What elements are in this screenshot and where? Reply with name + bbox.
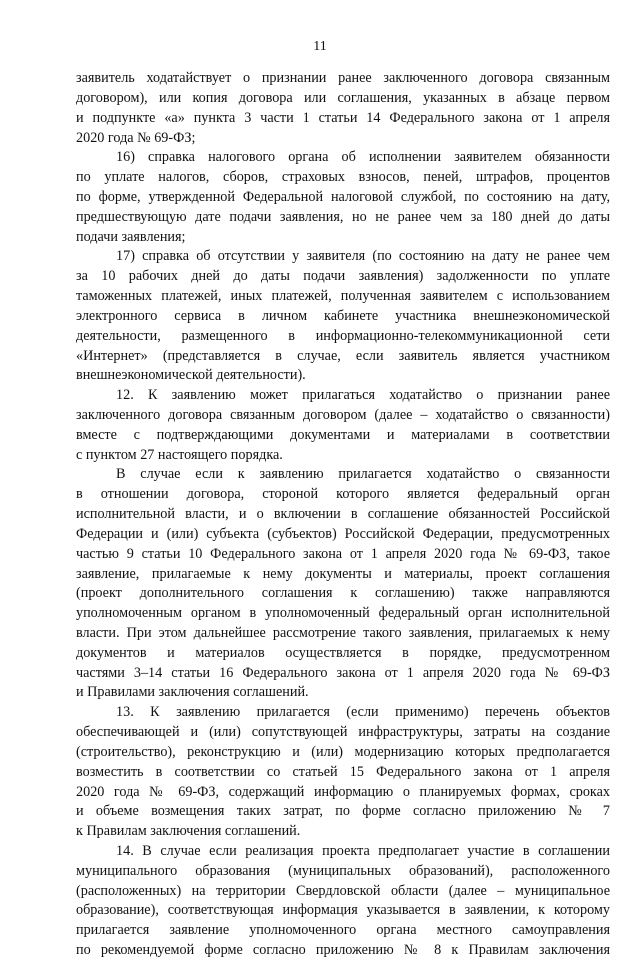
paragraph-first-line: 13. К заявлению прилагается (если применимо) перечень объектов [116, 704, 610, 721]
text-line: деятельности, размещенного в информационно-телекоммуникационной сети [76, 327, 610, 344]
text-line: 2020 года № 69-ФЗ; [76, 129, 196, 146]
text-line: вместе с подтверждающими документами и материалами в соответствии [76, 426, 610, 443]
text-line: (строительство), реконструкцию и (или) модернизацию которых предполагается [76, 743, 610, 760]
text-line: обеспечивающей и (или) сопутствующей инфраструктуры, затраты на создание [76, 724, 610, 741]
text-line: в отношении договора, стороной которого является федеральный орган [76, 486, 610, 503]
paragraph-first-line: В случае если к заявлению прилагается ходатайство о связанности [116, 466, 610, 483]
text-line: частями 3–14 статьи 16 Федерального закона от 1 апреля 2020 года № 69-ФЗ [76, 664, 610, 681]
text-line: по уплате налогов, сборов, страховых взносов, пеней, штрафов, процентов [76, 169, 610, 186]
text-line: (расположенных) на территории Свердловской области (далее – муниципальное [76, 882, 610, 899]
text-line: подачи заявления; [76, 228, 186, 245]
text-line: власти. При этом дальнейшее рассмотрение такого заявления, прилагаемых к нему [76, 625, 610, 641]
text-line: электронного сервиса в личном кабинете участника внешнеэкономической [76, 307, 610, 324]
text-line: Федерации и (или) субъекта (субъектов) Российской Федерации, предусмотренных [76, 525, 610, 542]
text-line: образование), соответствующая информация указывается в заявлении, к которому [76, 902, 610, 919]
text-line: заявитель ходатайствует о признании ранее заключенного договора связанным [76, 70, 610, 86]
text-line: возместить в соответствии со статьей 15 Федерального закона от 1 апреля [76, 763, 610, 780]
text-line: договором), или копия договора или соглашения, указанных в абзаце первом [76, 89, 610, 106]
text-line: документов и материалов осуществляется в порядке, предусмотренном [76, 644, 610, 661]
text-line: с пунктом 27 настоящего порядка. [76, 446, 283, 463]
text-line: по рекомендуемой форме согласно приложению № 8 к Правилам заключения [76, 942, 610, 959]
text-line: муниципального образования (муниципальных образований), расположенного [76, 862, 610, 879]
text-line: и объеме возмещения таких затрат, по форме согласно приложению № 7 [76, 803, 610, 820]
text-line: и подпункте «а» пункта 3 части 1 статьи 14 Федерального закона от 1 апреля [76, 109, 610, 126]
text-line: уполномоченным органом в уполномоченный федеральный орган исполнительной [76, 605, 610, 622]
paragraph-first-line: 16) справка налогового органа об исполнении заявителем обязанности [116, 149, 610, 166]
text-line: «Интернет» (представляется в случае, если заявитель является участником [76, 347, 610, 364]
text-line: по форме, утвержденной Федеральной налоговой службой, по состоянию на дату, [76, 188, 610, 205]
text-line: к Правилам заключения соглашений. [76, 823, 301, 840]
text-line: за 10 рабочих дней до даты подачи заявления) задолженности по уплате [76, 268, 610, 285]
text-line: заключенного договора связанным договором (далее – ходатайство о связанности) [76, 406, 610, 423]
paragraph-first-line: 14. В случае если реализация проекта предполагает участие в соглашении [116, 843, 610, 859]
text-line: и Правилами заключения соглашений. [76, 684, 309, 701]
text-line: частью 9 статьи 10 Федерального закона от 1 апреля 2020 года № 69-ФЗ, такое [76, 545, 610, 562]
text-line: прилагается заявление уполномоченного органа местного самоуправления [76, 922, 610, 939]
text-line: исполнительной власти, и о включении в соглашение обязанностей Российской [76, 506, 610, 522]
text-line: таможенных платежей, иных платежей, полученная заявителем с использованием [76, 288, 610, 304]
text-line: внешнеэкономической деятельности). [76, 367, 306, 384]
paragraph-first-line: 12. К заявлению может прилагаться ходатайство о признании ранее [116, 387, 610, 404]
text-line: заявление, прилагаемые к нему документы и материалы, проект соглашения [76, 565, 610, 582]
text-line: 2020 года № 69-ФЗ, содержащий информацию о планируемых формах, сроках [76, 783, 610, 800]
text-line: (проект дополнительного соглашения к соглашению) также направляются [76, 585, 610, 602]
text-line: предшествующую дате подачи заявления, но не ранее чем за 180 дней до даты [76, 208, 610, 225]
paragraph-first-line: 17) справка об отсутствии у заявителя (по состоянию на дату не ранее чем [116, 248, 610, 265]
page-number: 11 [313, 39, 327, 54]
